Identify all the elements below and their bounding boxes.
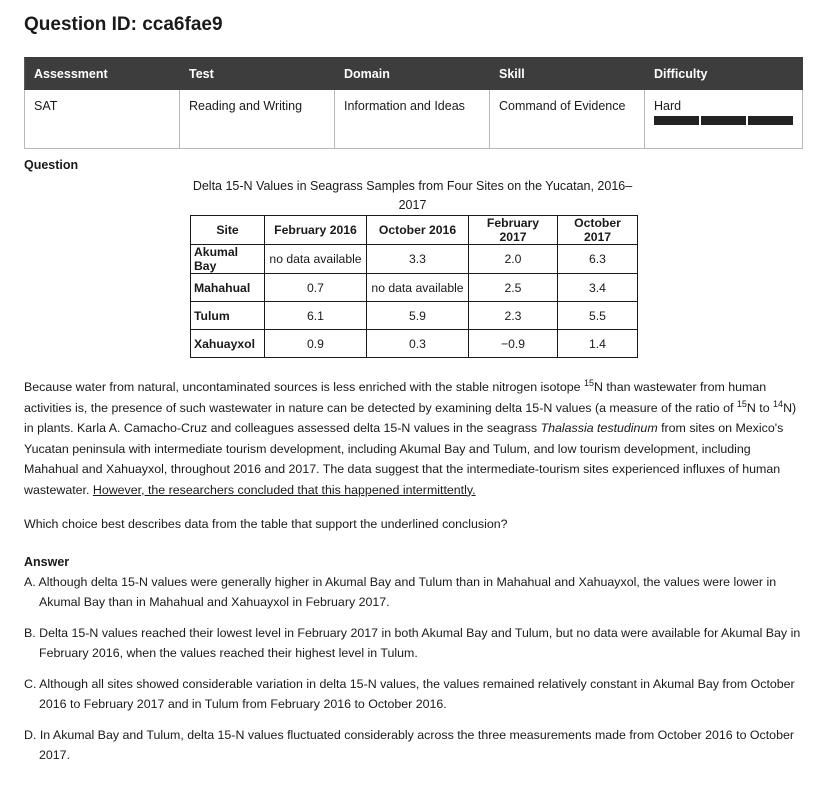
value-cell: 0.3 xyxy=(367,330,469,358)
table-row xyxy=(191,245,638,274)
table-row xyxy=(191,302,638,330)
value-cell: no data available xyxy=(367,274,469,302)
passage-text-1: Because water from natural, uncontaminated sources is less enriched with the stable nitrogen isotope xyxy=(24,380,584,394)
table-row xyxy=(191,330,638,358)
value-cell: 1.4 xyxy=(558,330,638,358)
value-cell: 2.3 xyxy=(469,302,558,330)
species-name: Thalassia testudinum xyxy=(540,421,658,435)
value-cell: 5.9 xyxy=(367,302,469,330)
passage-text-4: N) in plants. Karla A. Camacho-Cruz and colleagues assessed delta 15-N values in the seagrass xyxy=(24,400,797,435)
value-cell: 6.1 xyxy=(265,302,367,330)
page-title: Question ID: cca6fae9 xyxy=(24,14,223,35)
value-test: Reading and Writing xyxy=(180,90,335,149)
metadata-value-row xyxy=(25,90,803,149)
answer-choice-a[interactable]: A. Although delta 15-N values were generally higher in Akumal Bay and Tulum than in Mahahual and Xahuayxol, the values were lower in Akumal Bay than in Mahahual and Xahuayxol in February 2017. xyxy=(24,575,777,609)
value-cell: 2.5 xyxy=(469,274,558,302)
passage-text-3: N to xyxy=(746,400,774,415)
answer-choice-b[interactable]: B. Delta 15-N values reached their lowest level in February 2017 in both Akumal Bay and Tulum, but no data were available for Akumal Bay in February 2016, when the values reached their highest level in Tulum. xyxy=(24,626,801,660)
question-metadata-table xyxy=(24,57,803,149)
value-assessment: SAT xyxy=(25,90,180,149)
isotope-superscript-15b: 15 xyxy=(736,398,747,409)
data-table-header-row xyxy=(191,216,638,245)
passage-text-5: from sites on Mexico's Yucatan peninsula with intermediate tourism development, including Akumal Bay and Tulum, and low tourism development, including Mahahual and Xahuayxol, throughout 2016 and 2017. The data suggest that the intermediate-tourism sites experienced influxes of human wastewater. xyxy=(24,421,784,497)
value-cell: 6.3 xyxy=(558,245,638,274)
site-name-cell: Mahahual xyxy=(191,274,265,302)
answer-choice-d[interactable]: D. In Akumal Bay and Tulum, delta 15-N values fluctuated considerably across the three measurements made from October 2016 to October 2017. xyxy=(24,728,794,762)
isotope-superscript-15a: 15 xyxy=(583,377,594,388)
header-test: Test xyxy=(180,58,335,90)
answer-label: Answer xyxy=(24,555,70,569)
site-name-cell: Akumal Bay xyxy=(191,245,265,274)
value-cell: −0.9 xyxy=(469,330,558,358)
passage xyxy=(24,377,802,500)
site-name-cell: Xahuayxol xyxy=(191,330,265,358)
value-cell: 0.9 xyxy=(265,330,367,358)
difficulty-bar xyxy=(748,116,793,125)
difficulty-bar xyxy=(654,116,699,125)
underlined-conclusion: However, the researchers concluded that this happened intermittently. xyxy=(92,482,476,497)
header-skill: Skill xyxy=(490,58,645,90)
value-difficulty: Hard xyxy=(654,99,682,113)
value-domain: Information and Ideas xyxy=(335,90,490,149)
question-label: Question xyxy=(24,158,79,172)
value-cell: no data available xyxy=(265,245,367,274)
column-header-1: February 2016 xyxy=(265,216,367,245)
answer-choice-c[interactable]: C. Although all sites showed considerable variation in delta 15-N values, the values remained relatively constant in Akumal Bay from October 2016 to February 2017 and in Tulum from February 2016 to October 2016. xyxy=(24,677,795,711)
question-prompt: Which choice best describes data from the table that support the underlined conclusion? xyxy=(24,517,508,531)
difficulty-meter xyxy=(654,116,793,125)
column-header-2: October 2016 xyxy=(367,216,469,245)
value-cell: 0.7 xyxy=(265,274,367,302)
difficulty-bar xyxy=(701,116,746,125)
value-difficulty-cell xyxy=(645,90,803,149)
column-header-0: Site xyxy=(191,216,265,245)
isotope-superscript-14: 14 xyxy=(773,398,784,409)
value-cell: 2.0 xyxy=(469,245,558,274)
table-title: Delta 15-N Values in Seagrass Samples from Four Sites on the Yucatan, 2016–2017 xyxy=(192,179,633,212)
table-row xyxy=(191,274,638,302)
header-domain: Domain xyxy=(335,58,490,90)
value-cell: 5.5 xyxy=(558,302,638,330)
header-assessment: Assessment xyxy=(25,58,180,90)
answer-choices xyxy=(24,572,802,776)
column-header-3: February 2017 xyxy=(469,216,558,245)
header-difficulty: Difficulty xyxy=(645,58,803,90)
column-header-4: October 2017 xyxy=(558,216,638,245)
passage-text-2: N than wastewater from human activities is, the presence of such wastewater in nature can be detected by examining delta 15-N values (a measure of the ratio of xyxy=(24,380,767,415)
value-skill: Command of Evidence xyxy=(490,90,645,149)
metadata-header-row xyxy=(25,58,803,90)
value-cell: 3.3 xyxy=(367,245,469,274)
delta-15n-table xyxy=(190,215,638,358)
site-name-cell: Tulum xyxy=(191,302,265,330)
value-cell: 3.4 xyxy=(558,274,638,302)
